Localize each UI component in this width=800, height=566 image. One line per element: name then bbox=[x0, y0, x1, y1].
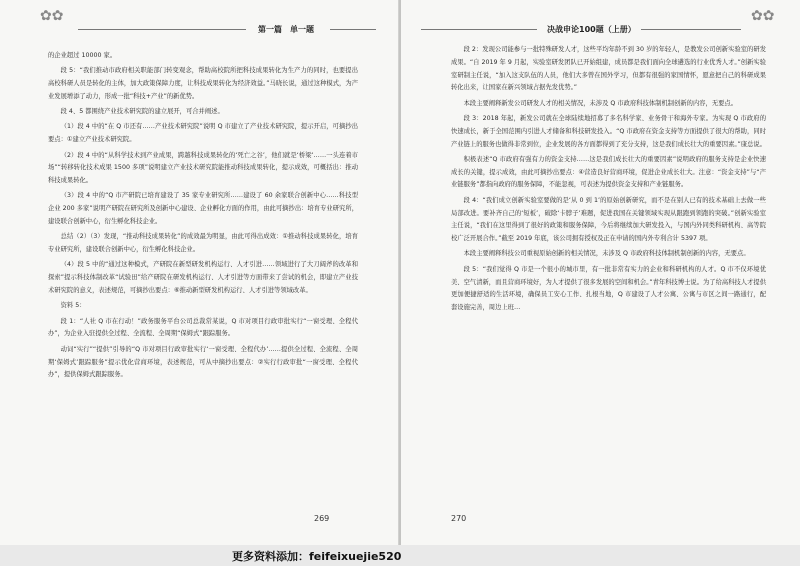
paragraph: 本段主要阐释科技公司重视原始创新的相关情况，未涉及 Q 市政府科技体制机制创新的内容，无要点。 bbox=[463, 250, 750, 258]
header-rule-left-end bbox=[330, 29, 376, 30]
paragraph: 本段主要阐释新发公司研发人才的相关情况，未涉及 Q 市政府科技体制机制创新的内容，无要点。 bbox=[463, 99, 738, 107]
paragraph: 动词“实行”“提供”引导的“Q 市对项目行政审批实行‘一窗受理、全程代办’……提供全过程、全流程、全周期‘保姆式’跟踪服务”提示优化营商环境，表述规范，可从中摘抄出要点：②实行行政审批“一窗受理、全程代办”，提供保姆式跟踪服务。 bbox=[48, 345, 358, 379]
left-page-header: 第一篇 单一题 bbox=[258, 25, 314, 34]
paragraph: 段 5：“我们觉得 Q 市是一个很小的城市里，有一批非常有实力的企业和科研机构的人才。Q 市不仅环境优美、空气清新，而且营商环境好，为人才提供了很多发展的空间和机会。”青年科技博士说。为了给高科技人才提供更加便捷舒适的生活环境，确保员工安心工作、扎根当地，Q 市建设了人才公寓、公寓与市区之间一路通行，配套设施完善，周边上班… bbox=[451, 265, 766, 312]
paragraph: 段 4、5 都围绕产业技术研究院的建立展开，可合并阐述。 bbox=[60, 108, 224, 116]
paragraph: 积极表述“Q 市政府有强有力的资金支持……这是我们成长壮大的重要因素”说明政府的服务支持是企业快速成长的关键，提示成效，由此可摘抄出要点：④营造良好营商环境，促进企业成长壮大。注意：“资金支持”与“产业链服务”都指向政府的服务保障，不能忽视，可表述为提供资金支持和产业链服务。 bbox=[451, 155, 766, 189]
paragraph: 段 5：“我们推动市政府相关职能部门转变观念，帮助高校院所把科技成果转化为生产力的同时，也要提出高校科研人员是转化的主体，加大政策保障力度，让科技成果转化为经济效益。”马晓长说，通过这种模式，为产业发展增添了动力，形成一批“科技+产业”的新优势。 bbox=[48, 67, 358, 100]
paragraph: 段 4：“我们成立创新实验室要做的是‘从 0 到 1’的原始创新研究，而不是在别人已有的技术基础上去做一些局部改进。要补齐自己的‘短板’，破除‘卡脖子’难题，促进我国在关键领域实现从跟跑到领跑的突破。”创新实验室主任说，“我们在这里得到了很好的政策和服务保障，今后将继续加大研发投入，与国内外同类科研机构、高等院校广泛开展合作。”截至 2019 年底，该公司拥有授权及正在申请的国内外专利合计 5397 项。 bbox=[451, 196, 766, 243]
paragraph: （4）段 5 中的“通过这种模式，产研院在新型研发机构运行、人才引进……领域进行了大刀阔斧的改革和探索”提示科技体制改革“试验田”给产研院在研发机构运行、人才引进等方面带来了尝试的机会，即建立产业技术研究院的意义，表述规范，可摘抄出要点：⑥推动新型研发机构运行、人才引进等领域改革。 bbox=[48, 261, 358, 295]
paragraph: 段 3：2018 年起，新发公司就在全球陆续地招募了多名科学家、业务骨干和海外专家。为实现 Q 市政府的快速成长，新于全国范围内引进人才储备和科技研发投入。“Q 市政府在资金支持等方面提供了很大的帮助，同时产业链上的服务也做得非常到位，企业发展的各方面都得到了充分支持，这是我们成长壮大的重要因素。”康总说。 bbox=[451, 114, 766, 148]
footer-text: 更多资料添加：feifeixuejie520 bbox=[232, 550, 402, 563]
tree-ornament-icon: ✿✿ bbox=[40, 8, 64, 24]
paragraph: 段 2：发现公司能参与一批特殊研发人才，这些平均年龄不到 30 岁的年轻人，是教发公司创新实验室的研发成果。“自 2019 年 9 月起，实验室研发团队已开始组建，成员都是我们面向全球遴选的行业优秀人才。”创新实验室研制主任说，“加入这支队伍的人员，他们大多曾在国外学习，但都有很强的家国情怀，愿意把自己的科研成果转化出来，让国家在新兴领域占据先发优势。” bbox=[451, 46, 766, 92]
paragraph: 段 1：“人社 Q 市在行动！”政务服务平台公司总裁常某说，Q 市对项目行政审批实行“一窗受理、全程代办”，为企业入驻提供全过程、全流程、全周期“保姆式”跟踪服务。 bbox=[48, 317, 358, 338]
tree-ornament-icon: ✿✿ bbox=[751, 8, 775, 24]
header-rule-right-end bbox=[641, 29, 741, 30]
paragraph: 资料 5： bbox=[60, 302, 86, 310]
right-page-number: 270 bbox=[451, 514, 467, 523]
paragraph: （3）段 4 中的“Q 市产研院已培育建设了 35 家专业研究所……建设了 60 余家联合创新中心……科技型企业 200 多家”说明产研院在研究所及创新中心建设、企业孵化方面的作用，由此可摘抄出：培育专业研究所，建设联合创新中心，衍生孵化科技企业。 bbox=[48, 192, 358, 226]
left-page-number: 269 bbox=[314, 514, 330, 523]
right-page bbox=[401, 0, 800, 545]
left-page-body bbox=[48, 50, 358, 382]
paragraph: 总结（2）（3）发现，“推动科技成果转化”的成效最为明显，由此可得出成效：①推动科技成果转化，培育专业研究所，建设联合创新中心，衍生孵化科技企业。 bbox=[48, 233, 358, 254]
paragraph: 的企业超过 10000 家。 bbox=[48, 52, 117, 59]
right-page-body bbox=[451, 44, 766, 315]
left-page bbox=[0, 0, 399, 545]
header-rule-right bbox=[421, 29, 537, 30]
paragraph: （1）段 4 中的“在 Q 市还有……产业技术研究院”说明 Q 市建立了产业技术研究院，提示开启，可摘抄出要点：①建立产业技术研究院。 bbox=[48, 123, 358, 144]
paragraph: （2）段 4 中的“从科学技术到产业成果，跨越科技成果转化的‘死亡之谷’，他们就是‘桥梁’……一头连着市场”“转移转化技术成果 1500 多项”说明建立产业技术研究院能推动科技成果转化，提示成效，可概括出：推动科技成果转化。 bbox=[48, 151, 358, 185]
header-rule-left bbox=[78, 29, 246, 30]
right-page-header: 决战申论100题（上册） bbox=[547, 25, 636, 34]
footer-bar bbox=[0, 545, 800, 566]
